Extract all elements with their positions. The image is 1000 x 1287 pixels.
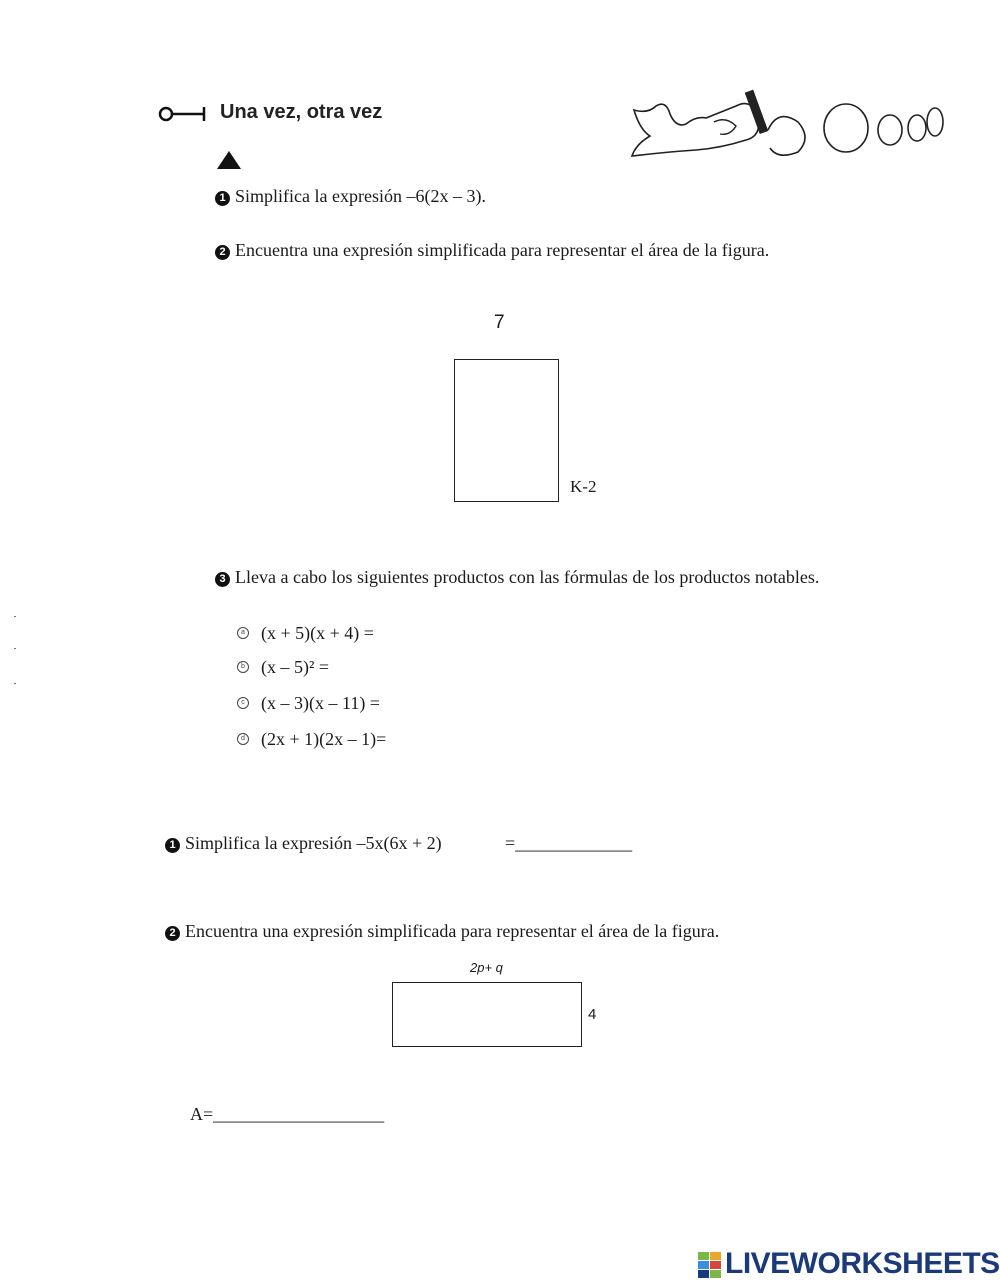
question-2-text: Encuentra una expresión simplificada para representar el área de la figura.: [235, 240, 770, 260]
number-badge: 1: [165, 838, 180, 853]
letter-badge: b: [237, 661, 249, 673]
difficulty-triangle-icon: [216, 150, 242, 170]
list-item-a: [237, 623, 374, 644]
rectangle-figure: [454, 359, 559, 502]
section-title: Una vez, otra vez: [220, 101, 383, 123]
liveworksheets-logo-text: LIVEWORKSHEETS: [725, 1247, 1000, 1280]
figure-width-label: 2p+ q: [470, 960, 503, 975]
question-1: [215, 186, 486, 207]
expression: (x – 5)² =: [261, 657, 330, 677]
question-2: [215, 240, 769, 261]
question-1-text: Simplifica la expresión –6(2x – 3).: [235, 186, 486, 206]
margin-mark: [14, 616, 16, 617]
letter-badge: a: [237, 627, 249, 639]
rectangle-figure: [392, 982, 582, 1047]
list-item-c: [237, 693, 380, 714]
key-icon: [158, 104, 208, 124]
exercise-1-text: Simplifica la expresión –5x(6x + 2): [185, 833, 442, 853]
letter-badge: d: [237, 733, 249, 745]
figure-width-label: 7: [494, 312, 505, 333]
worm-drawing-illustration: [626, 86, 948, 161]
liveworksheets-logo-icon: [698, 1252, 722, 1278]
question-3-text: Lleva a cabo los siguientes productos con las fórmulas de los productos notables.: [235, 567, 820, 587]
margin-mark: [14, 683, 16, 684]
number-badge: 2: [165, 926, 180, 941]
figure-height-label: 4: [588, 1006, 597, 1023]
expression: (x – 3)(x – 11) =: [261, 693, 380, 713]
margin-mark: [14, 648, 16, 649]
list-item-d: [237, 729, 386, 750]
number-badge: 1: [215, 191, 230, 206]
exercise-1-answer-blank[interactable]: =_____________: [505, 833, 633, 853]
exercise-2-text: Encuentra una expresión simplificada para representar el área de la figura.: [185, 921, 720, 941]
number-badge: 3: [215, 572, 230, 587]
figure-height-label: K-2: [570, 477, 597, 496]
exercise-1: [165, 833, 442, 854]
letter-badge: c: [237, 697, 249, 709]
list-item-b: [237, 657, 329, 678]
exercise-2: [165, 921, 719, 942]
area-answer-blank[interactable]: A=___________________: [190, 1104, 385, 1124]
question-3: [215, 567, 819, 588]
number-badge: 2: [215, 245, 230, 260]
expression: (x + 5)(x + 4) =: [261, 623, 374, 643]
expression: (2x + 1)(2x – 1)=: [261, 729, 387, 749]
